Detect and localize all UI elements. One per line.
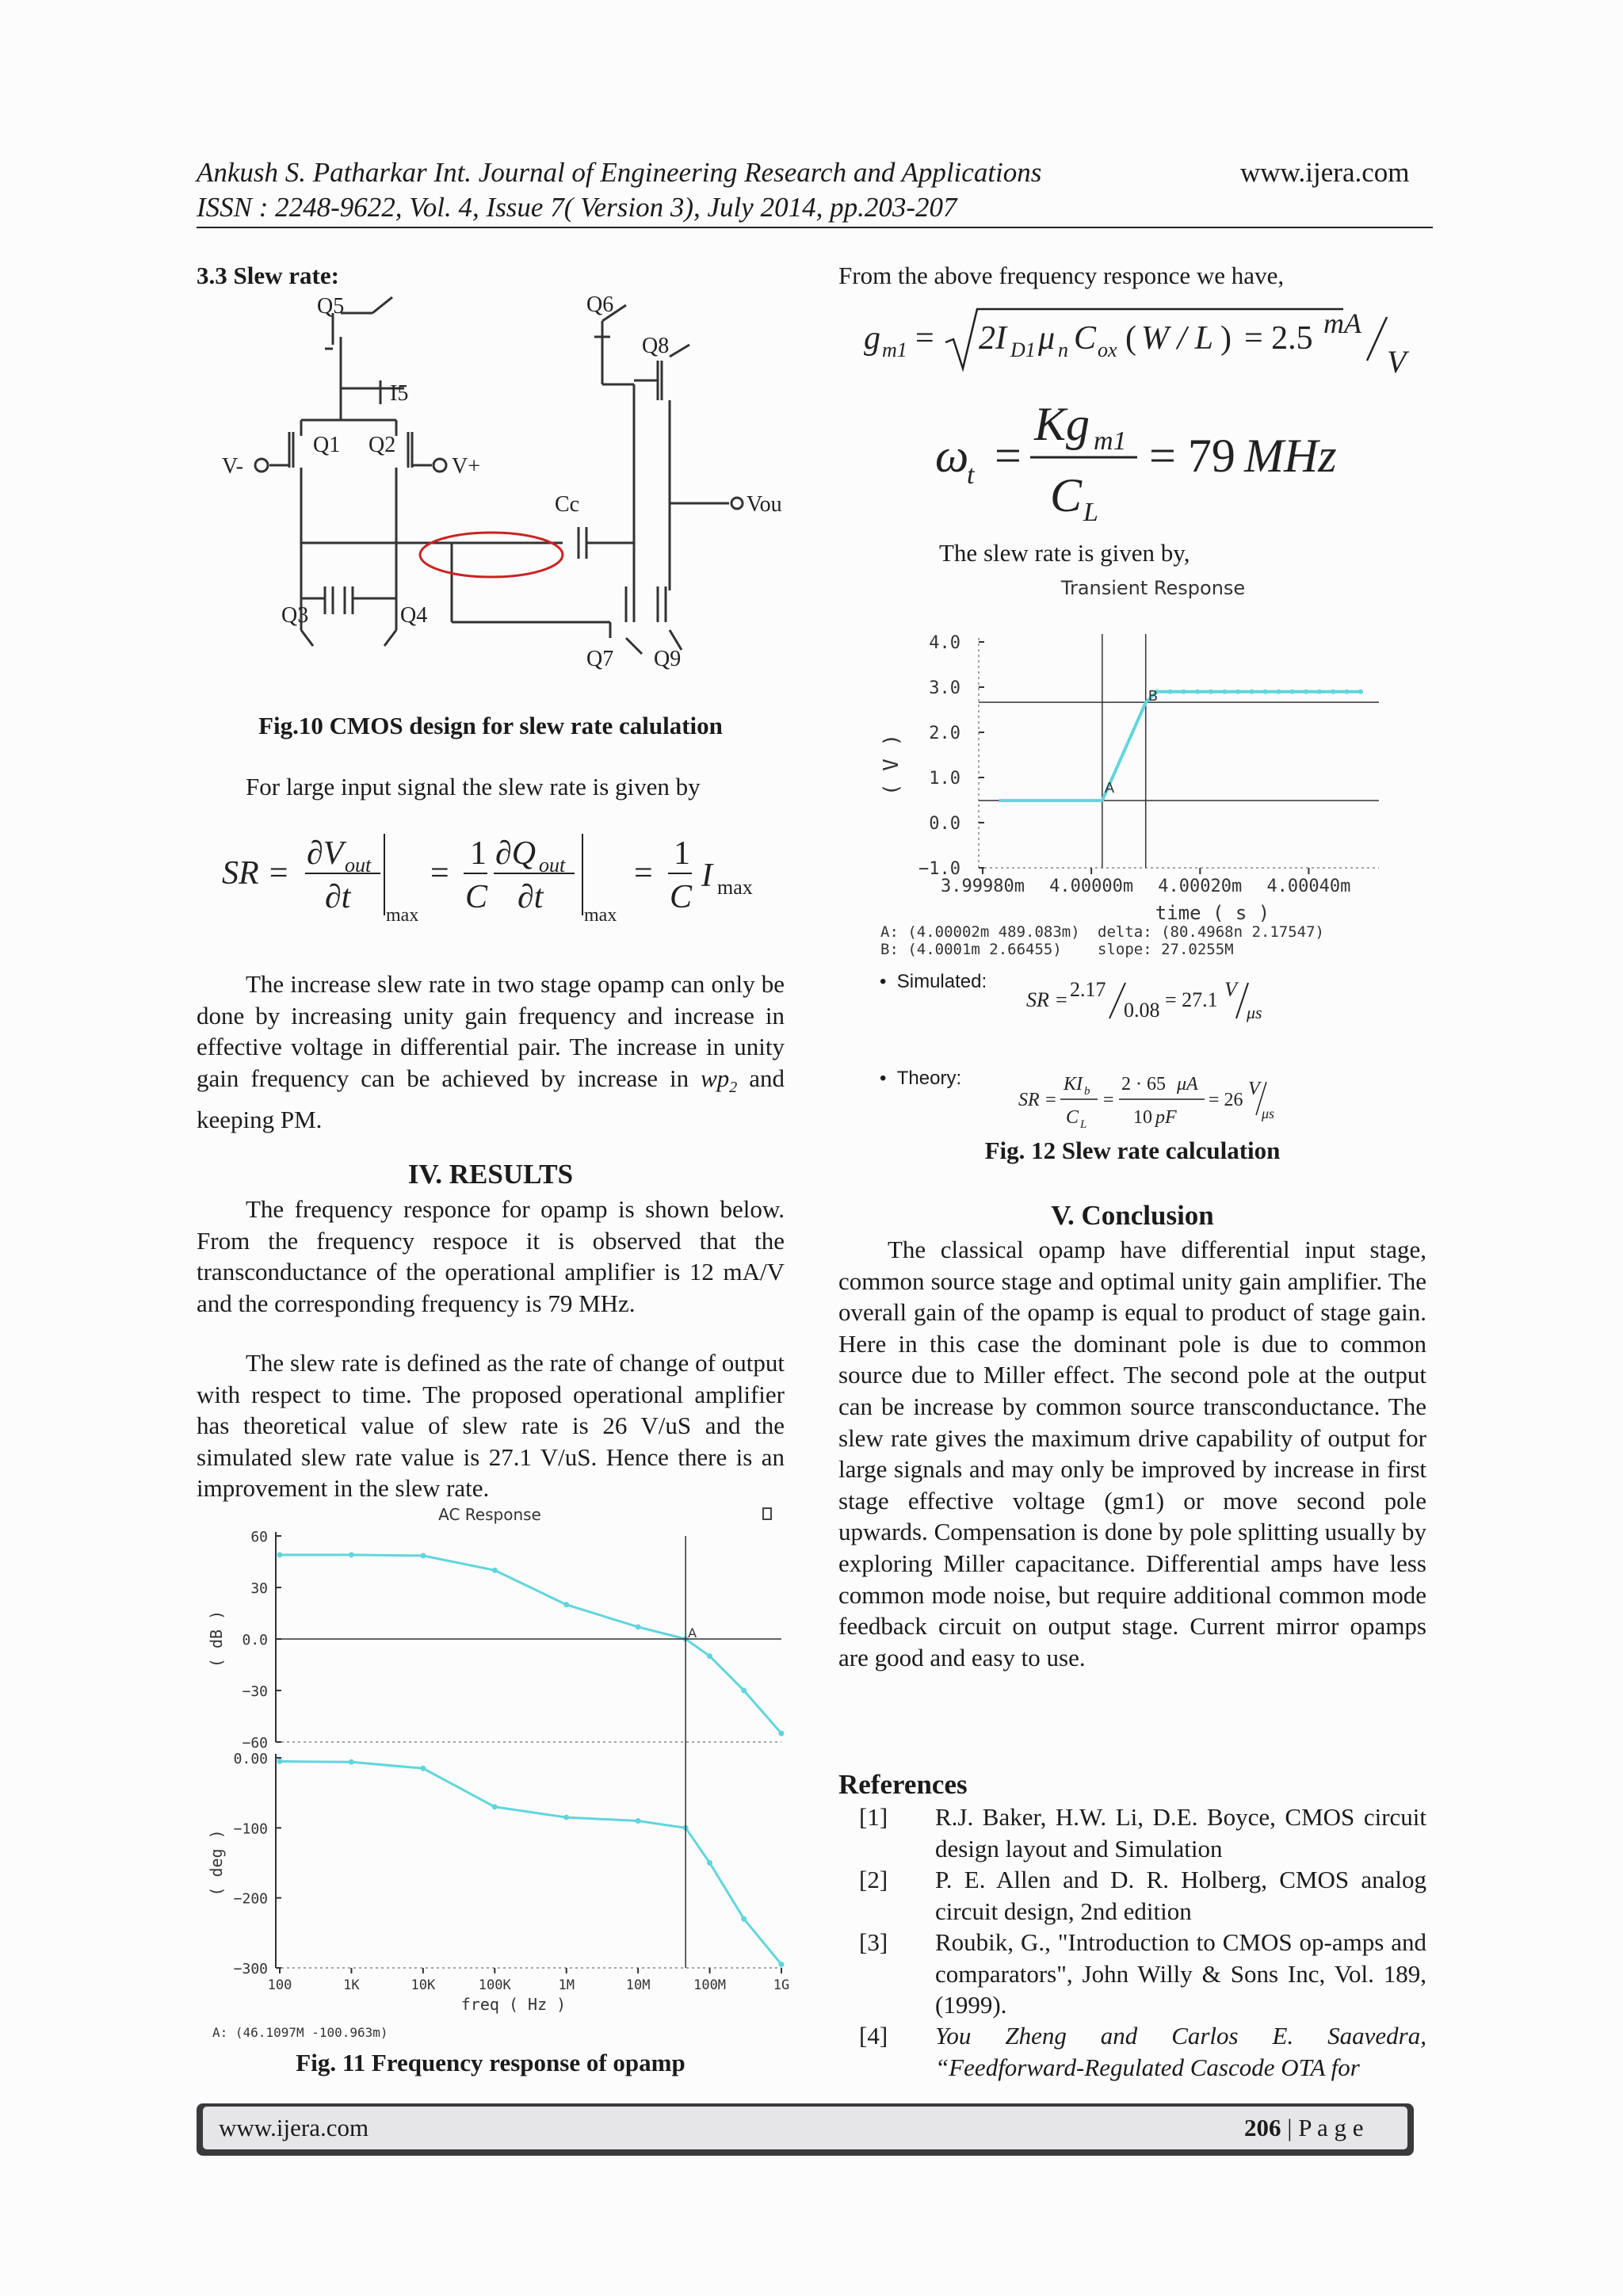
- ac-series-line: [280, 1555, 781, 1733]
- reference-number: [1]: [859, 1803, 888, 1831]
- slew-increase-text: The increase slew rate in two stage opamp can only be done by increasing unity gain frequency and increase in effective voltage in differential pair. The increase in unity gain frequency can be achieved by increase in: [197, 970, 785, 1092]
- svg-text:SR =: SR =: [222, 855, 290, 892]
- tr-data-point: [1263, 690, 1268, 694]
- tr-data-point: [1168, 690, 1173, 694]
- label-cc: Cc: [555, 492, 580, 517]
- ac-y-tick: −30: [242, 1683, 268, 1700]
- svg-text:0.08: 0.08: [1124, 999, 1160, 1022]
- tr-data-point: [1182, 690, 1186, 694]
- ac-data-point: [349, 1552, 354, 1557]
- label-q7: Q7: [586, 647, 614, 671]
- header-rule: [197, 227, 1433, 228]
- page-number: 206: [1244, 2114, 1281, 2141]
- bullet-dot: •: [880, 971, 897, 992]
- tr-data-point: [1317, 690, 1322, 694]
- ac-data-point: [349, 1759, 354, 1765]
- reference-text: Roubik, G., "Introduction to CMOS op-amps and comparators", John Willy & Sons Inc, Vol. 189, (1999).: [935, 1928, 1426, 2019]
- tr-readout-slope: slope: 27.0255M: [1098, 941, 1234, 958]
- slew-intro-text: For large input signal the slew rate is given by: [246, 773, 701, 800]
- svg-text:MHz: MHz: [1244, 430, 1337, 482]
- ac-y-tick: 0.0: [242, 1632, 268, 1648]
- tr-y-label: ( V ): [880, 733, 903, 797]
- ac-data-point: [636, 1818, 641, 1824]
- svg-text:L: L: [1080, 1118, 1087, 1131]
- svg-text:∂V: ∂V: [307, 835, 344, 872]
- tr-readout-b: B: (4.0001m 2.66455): [880, 941, 1062, 958]
- label-q9: Q9: [654, 647, 682, 671]
- slew-rate-equation: [218, 824, 789, 927]
- svg-text:C: C: [465, 879, 488, 915]
- tr-x-tick: 4.00020m: [1158, 877, 1243, 896]
- svg-text:μs: μs: [1262, 1106, 1275, 1121]
- fig11-caption: Fig. 11 Frequency response of opamp: [296, 2049, 685, 2076]
- simulated-label: Simulated:: [896, 971, 987, 992]
- svg-text:=: =: [1103, 1090, 1114, 1110]
- svg-text:= 26: = 26: [1209, 1090, 1243, 1110]
- label-vminus: V-: [222, 454, 243, 479]
- tr-x-tick: 4.00040m: [1266, 877, 1351, 896]
- svg-text:2 · 65: 2 · 65: [1121, 1074, 1166, 1095]
- transient-response-chart: [868, 571, 1438, 959]
- reference-text: R.J. Baker, H.W. Li, D.E. Boyce, CMOS circuit design layout and Simulation: [935, 1803, 1426, 1862]
- ac-y-tick: −200: [233, 1890, 268, 1908]
- svg-text:out: out: [539, 854, 566, 877]
- svg-text:): ): [1220, 320, 1232, 357]
- results-heading: IV. RESULTS: [407, 1159, 574, 1190]
- omega-t-equation: [935, 392, 1347, 527]
- header-url[interactable]: www.ijera.com: [1240, 157, 1410, 188]
- reference-number: [2]: [859, 1866, 888, 1893]
- results-paragraph-1: The frequency responce for opamp is shown below. From the frequency respoce it is observed that the transconductance of the operational amplifier is 12 mA/V and the corresponding frequency is 79 MHz.: [197, 1195, 785, 1317]
- slew-increase-paragraph: [197, 968, 785, 1135]
- ac-response-chart: [204, 1504, 791, 2043]
- tr-y-tick: −1.0: [918, 859, 960, 879]
- ac-data-point: [741, 1688, 747, 1694]
- tr-data-point: [1344, 690, 1349, 694]
- ac-chart-title: AC Response: [438, 1505, 541, 1524]
- conclusion-paragraph: The classical opamp have differential input stage, common source stage and optimal unity gain amplifier. The overall gain of the opamp is equal to product of stage gain. Here in this case the dominant pole is due to common source due to Miller effect. The second pole at the output can be increase by common source transconductance. The slew rate gives the maximum drive capability of output for large signals and may only be improved by increase in first stage effective voltage (gm1) or move second pole upwards. Compensation is done by pole splitting usually by exploring Miller capacitance. Differential amps have less common mode noise, but require additional common mode feedback circuit on output stage. Current mirror opamps are good and easy to use.: [838, 1236, 1426, 1671]
- ac-data-point: [277, 1759, 283, 1764]
- tr-y-tick: 2.0: [929, 724, 960, 743]
- svg-text:V: V: [1224, 978, 1237, 1001]
- svg-text:1: 1: [470, 835, 487, 872]
- tr-y-tick: 0.0: [929, 814, 960, 834]
- tr-x-tick: 4.00000m: [1049, 877, 1134, 896]
- svg-text:μs: μs: [1247, 1003, 1262, 1022]
- tr-data-point: [1249, 690, 1254, 694]
- label-q2: Q2: [369, 433, 396, 457]
- ac-data-point: [420, 1766, 426, 1771]
- ac-y-tick: −60: [242, 1735, 268, 1752]
- right-intro: From the above frequency responce we have,: [838, 262, 1285, 289]
- svg-text:V: V: [1387, 344, 1407, 380]
- label-is: I5: [390, 381, 409, 406]
- svg-text:ω: ω: [935, 430, 969, 482]
- svg-text:μ: μ: [1038, 320, 1056, 357]
- ac-cursor-label: A: [688, 1626, 697, 1641]
- reference-text: P. E. Allen and D. R. Holberg, CMOS analog circuit design, 2nd edition: [935, 1866, 1426, 1925]
- label-vout: Vou: [747, 492, 782, 517]
- ac-x-tick: 100M: [693, 1977, 727, 1993]
- svg-text:max: max: [717, 876, 753, 899]
- svg-text:L: L: [1083, 498, 1098, 527]
- ac-x-tick: 1G: [773, 1977, 790, 1993]
- svg-text:SR =: SR =: [1018, 1090, 1057, 1110]
- ac-data-point: [563, 1602, 569, 1607]
- ac-y-tick: 30: [250, 1580, 268, 1597]
- ac-data-point: [420, 1553, 426, 1558]
- footer-bar-inner: [203, 2107, 1407, 2149]
- cmos-slew-circuit: [214, 289, 785, 686]
- section-heading: 3.3 Slew rate:: [197, 262, 339, 289]
- svg-text:C: C: [1066, 1107, 1079, 1128]
- reference-number: [4]: [859, 2022, 888, 2050]
- ac-y-tick: −300: [233, 1961, 268, 1977]
- chart-copy-icon: [763, 1508, 771, 1519]
- tr-readout-delta: delta: (80.4968n 2.17547): [1098, 923, 1324, 941]
- ac-y-tick: 60: [250, 1529, 268, 1545]
- tr-x-label: time ( s ): [1155, 902, 1270, 924]
- svg-text:2.17: 2.17: [1070, 978, 1106, 1001]
- ac-data-point: [707, 1860, 712, 1866]
- fig12-caption: Fig. 12 Slew rate calculation: [984, 1137, 1281, 1164]
- reference-number: [3]: [859, 1928, 888, 1956]
- tr-data-point: [1277, 690, 1281, 694]
- ac-x-tick: 10M: [625, 1977, 651, 1993]
- svg-text:D1: D1: [1010, 338, 1036, 361]
- ac-data-point: [492, 1568, 498, 1573]
- ac-cursor-readout: A: (46.1097M -100.963m): [212, 2025, 388, 2040]
- tr-data-point: [1358, 690, 1363, 694]
- svg-text:I: I: [701, 858, 712, 894]
- ac-x-tick: 100K: [478, 1977, 511, 1993]
- svg-text:KI: KI: [1064, 1074, 1083, 1095]
- svg-text:V: V: [1248, 1079, 1260, 1099]
- label-q5: Q5: [317, 294, 345, 319]
- tr-data-point: [1331, 690, 1335, 694]
- svg-text:= 79: = 79: [1149, 430, 1235, 482]
- header-journal: Ankush S. Patharkar Int. Journal of Engineering Research and Applications: [197, 157, 1042, 188]
- svg-text:C: C: [1074, 320, 1097, 357]
- tr-y-tick: 3.0: [929, 678, 960, 698]
- svg-text:∂t: ∂t: [517, 879, 544, 915]
- gm1-equation: [860, 301, 1430, 388]
- svg-text:=: =: [634, 855, 653, 892]
- reference-text: You Zheng and Carlos E. Saavedra, “Feedforward-Regulated Cascode OTA for: [935, 2022, 1426, 2081]
- ac-data-point: [636, 1624, 641, 1629]
- label-vplus: V+: [452, 454, 481, 479]
- tr-data-point: [1304, 690, 1308, 694]
- tr-readout-a: A: (4.00002m 489.083m): [880, 923, 1080, 941]
- svg-text:∂t: ∂t: [325, 879, 351, 915]
- svg-text:max: max: [386, 905, 419, 926]
- ac-data-point: [563, 1815, 569, 1820]
- svg-text:= 2.5: = 2.5: [1244, 320, 1313, 357]
- theory-label: Theory:: [896, 1068, 962, 1089]
- svg-text:μA: μA: [1177, 1074, 1198, 1095]
- svg-text:C: C: [1050, 469, 1083, 521]
- svg-text:∂Q: ∂Q: [495, 835, 537, 872]
- svg-text:1: 1: [674, 835, 690, 872]
- ac-y-tick: −100: [233, 1820, 268, 1838]
- references-heading: References: [838, 1769, 968, 1800]
- tr-cursor-a-label: A: [1104, 780, 1115, 797]
- svg-text:m1: m1: [1094, 426, 1127, 456]
- tr-x-tick: 3.99980m: [941, 877, 1025, 896]
- svg-text:=: =: [915, 320, 934, 357]
- svg-text:pF: pF: [1155, 1107, 1177, 1128]
- references-list: [838, 1801, 1426, 2087]
- svg-text:m1: m1: [882, 338, 907, 361]
- ac-data-point: [277, 1552, 283, 1557]
- tr-data-point: [1222, 690, 1227, 694]
- results-paragraph-2: The slew rate is defined as the rate of change of output with respect to time. The proposed operational amplifier has theoretical value of slew rate is 26 V/uS and the simulated slew rate value is 27.1 V/uS. Hence there is an improvement in the slew rate.: [197, 1349, 785, 1503]
- wp2-symbol: $wp_2$: [701, 1064, 738, 1096]
- tr-data-point: [1195, 690, 1200, 694]
- svg-text:Kg: Kg: [1034, 398, 1090, 450]
- ac-data-point: [707, 1653, 712, 1659]
- tr-data-point: [1209, 690, 1213, 694]
- ac-data-point: [492, 1804, 498, 1809]
- svg-text:W / L: W / L: [1141, 320, 1214, 357]
- label-q6: Q6: [586, 292, 614, 317]
- tr-series-line: [999, 692, 1363, 800]
- svg-text:(: (: [1125, 320, 1136, 357]
- svg-text:C: C: [670, 879, 693, 915]
- ac-data-point: [779, 1731, 785, 1736]
- svg-text:t: t: [967, 460, 975, 490]
- ac-y-label: ( deg ): [207, 1829, 226, 1897]
- page-word: | P a g e: [1281, 2114, 1364, 2141]
- label-q1: Q1: [313, 433, 341, 457]
- tr-data-point: [1290, 690, 1295, 694]
- ac-x-tick: 1M: [558, 1977, 575, 1993]
- tr-data-point: [1235, 690, 1240, 694]
- tr-y-tick: 1.0: [929, 769, 960, 789]
- slew-increase-tail: and keeping PM.: [197, 1064, 785, 1133]
- theory-sr-formula: [1014, 1066, 1276, 1137]
- svg-text:b: b: [1084, 1085, 1090, 1098]
- tr-y-tick: 4.0: [929, 633, 960, 653]
- label-q8: Q8: [642, 334, 670, 358]
- svg-text:10: 10: [1133, 1107, 1152, 1128]
- simulated-sr-formula: [1022, 971, 1276, 1034]
- ac-data-point: [779, 1962, 785, 1967]
- ac-y-tick: 0.00: [233, 1751, 268, 1767]
- svg-text:max: max: [584, 905, 617, 926]
- ac-data-point: [741, 1916, 747, 1922]
- ac-series-line: [280, 1761, 781, 1964]
- conclusion-heading: V. Conclusion: [1051, 1200, 1214, 1231]
- ac-x-tick: 1K: [343, 1977, 360, 1993]
- simulated-row: [880, 971, 987, 993]
- label-q4: Q4: [400, 603, 428, 628]
- bullet-dot: •: [880, 1068, 897, 1089]
- svg-text:SR =: SR =: [1026, 988, 1068, 1011]
- slew-given-text: The slew rate is given by,: [939, 539, 1190, 567]
- svg-text:n: n: [1058, 338, 1068, 361]
- tr-chart-title: Transient Response: [1060, 577, 1246, 599]
- svg-text:2I: 2I: [979, 320, 1006, 357]
- theory-row: [880, 1068, 961, 1090]
- fig10-caption: Fig.10 CMOS design for slew rate calulation: [258, 712, 723, 739]
- header-issn: ISSN : 2248-9622, Vol. 4, Issue 7( Version 3), July 2014, pp.203-207: [197, 192, 957, 223]
- tr-cursor-b-label: B: [1148, 688, 1159, 705]
- svg-text:=: =: [995, 430, 1022, 482]
- svg-text:= 27.1: = 27.1: [1165, 988, 1218, 1011]
- svg-text:mA: mA: [1323, 308, 1361, 339]
- ac-x-tick: 10K: [411, 1977, 436, 1993]
- footer-page: [1244, 2114, 1364, 2142]
- ac-x-tick: 100: [267, 1977, 292, 1993]
- svg-text:g: g: [864, 320, 880, 357]
- footer-url[interactable]: www.ijera.com: [219, 2114, 369, 2141]
- svg-text:=: =: [430, 855, 449, 892]
- label-q3: Q3: [281, 603, 309, 628]
- svg-text:ox: ox: [1098, 338, 1117, 361]
- ac-x-label: freq ( Hz ): [460, 1995, 567, 2014]
- ac-y-label: ( dB ): [207, 1610, 226, 1668]
- svg-text:out: out: [345, 854, 372, 877]
